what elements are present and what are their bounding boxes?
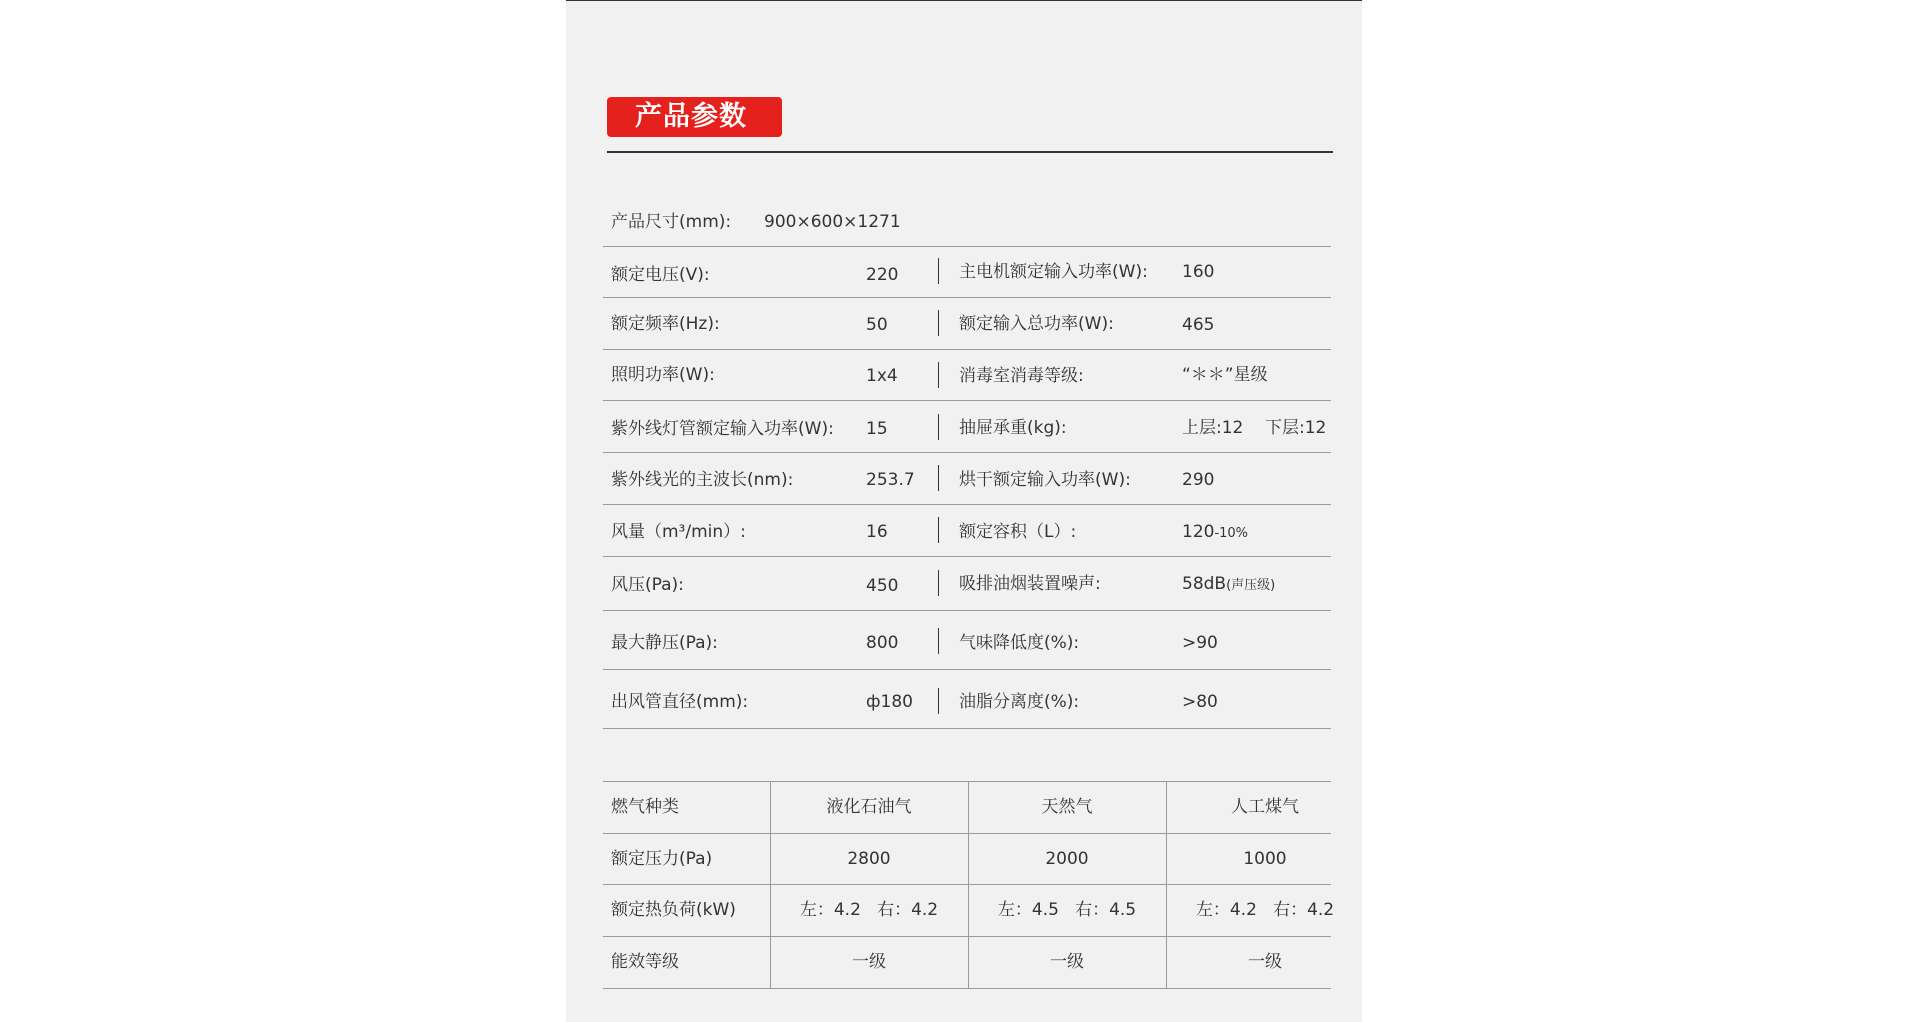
column-separator (938, 465, 939, 491)
spec-value: >80 (1182, 692, 1218, 712)
product-parameters-panel (566, 0, 1362, 1022)
table-cell: 2000 (1045, 849, 1089, 869)
column-separator (938, 362, 939, 388)
spec-value: “＊＊”星级 (1182, 365, 1268, 385)
spec-label: 额定频率(Hz): (611, 314, 720, 334)
title-divider (607, 151, 1333, 153)
table-header-cell: 液化石油气 (826, 797, 912, 817)
spec-label: 额定容积（L）: (959, 522, 1077, 542)
table-cell: 额定热负荷(kW) (611, 900, 736, 920)
table-cell: 左：4.5 右：4.5 (997, 900, 1137, 920)
spec-label: 气味降低度(%): (959, 633, 1080, 653)
spec-value: 290 (1182, 470, 1215, 490)
divider (603, 504, 1331, 505)
column-separator (938, 414, 939, 440)
spec-label: 最大静压(Pa): (611, 633, 718, 653)
spec-value: 上层:12 下层:12 (1182, 418, 1327, 438)
divider (603, 556, 1331, 557)
table-border (603, 988, 1331, 989)
size-label: 产品尺寸(mm): (611, 212, 732, 232)
spec-label: 抽屉承重(kg): (959, 418, 1067, 438)
spec-label: 消毒室消毒等级: (959, 366, 1084, 386)
table-cell: 额定压力(Pa) (611, 849, 713, 869)
spec-label: 出风管直径(mm): (611, 692, 749, 712)
spec-value: 450 (866, 576, 899, 596)
spec-label: 主电机额定输入功率(W): (959, 262, 1148, 282)
table-header-cell: 人工煤气 (1231, 797, 1299, 817)
table-header-row (603, 781, 1331, 833)
spec-label: 额定电压(V): (611, 265, 710, 285)
spec-label: 吸排油烟装置噪声: (959, 574, 1101, 594)
divider (603, 610, 1331, 611)
spec-value: 58dB(声压级) (1182, 574, 1276, 594)
column-separator (938, 570, 939, 596)
divider (603, 297, 1331, 298)
table-header-cell: 天然气 (1041, 797, 1093, 817)
spec-value: 1x4 (866, 366, 898, 386)
spec-value: 160 (1182, 262, 1215, 282)
spec-value: 16 (866, 522, 888, 542)
table-row (603, 936, 1331, 988)
divider (603, 669, 1331, 670)
table-cell: 能效等级 (611, 952, 679, 972)
spec-value: 15 (866, 419, 888, 439)
table-cell: 1000 (1243, 849, 1287, 869)
divider (603, 400, 1331, 401)
spec-value: ф180 (866, 692, 913, 712)
spec-value: >90 (1182, 633, 1218, 653)
column-separator (938, 258, 939, 284)
spec-label: 紫外线灯管额定输入功率(W): (611, 419, 834, 439)
spec-value: 120-10% (1182, 522, 1249, 542)
spec-value: 253.7 (866, 470, 915, 490)
spec-value: 800 (866, 633, 899, 653)
column-separator (938, 310, 939, 336)
column-separator (938, 517, 939, 543)
table-header-cell: 燃气种类 (611, 797, 679, 817)
spec-label: 紫外线光的主波长(nm): (611, 470, 794, 490)
column-separator (938, 688, 939, 714)
spec-label: 额定输入总功率(W): (959, 314, 1114, 334)
divider (603, 728, 1331, 729)
size-value: 900×600×1271 (764, 212, 901, 232)
table-row (603, 884, 1335, 936)
spec-label: 风量（m³/min）: (611, 522, 746, 542)
spec-label: 照明功率(W): (611, 365, 715, 385)
table-cell: 一级 (852, 952, 886, 972)
spec-label: 油脂分离度(%): (959, 692, 1080, 712)
table-cell: 左：4.2 右：4.2 (799, 900, 939, 920)
table-cell: 2800 (847, 849, 891, 869)
column-separator (938, 628, 939, 654)
table-cell: 一级 (1050, 952, 1084, 972)
spec-value: 465 (1182, 315, 1215, 335)
spec-value: 50 (866, 315, 888, 335)
section-title: 产品参数 (607, 97, 782, 137)
spec-value: 220 (866, 265, 899, 285)
spec-label: 风压(Pa): (611, 575, 684, 595)
spec-label: 烘干额定输入功率(W): (959, 470, 1131, 490)
divider (603, 246, 1331, 247)
table-cell: 一级 (1248, 952, 1282, 972)
divider (603, 349, 1331, 350)
divider (603, 452, 1331, 453)
table-row (603, 833, 1331, 885)
table-cell: 左：4.2 右：4.2 (1195, 900, 1335, 920)
